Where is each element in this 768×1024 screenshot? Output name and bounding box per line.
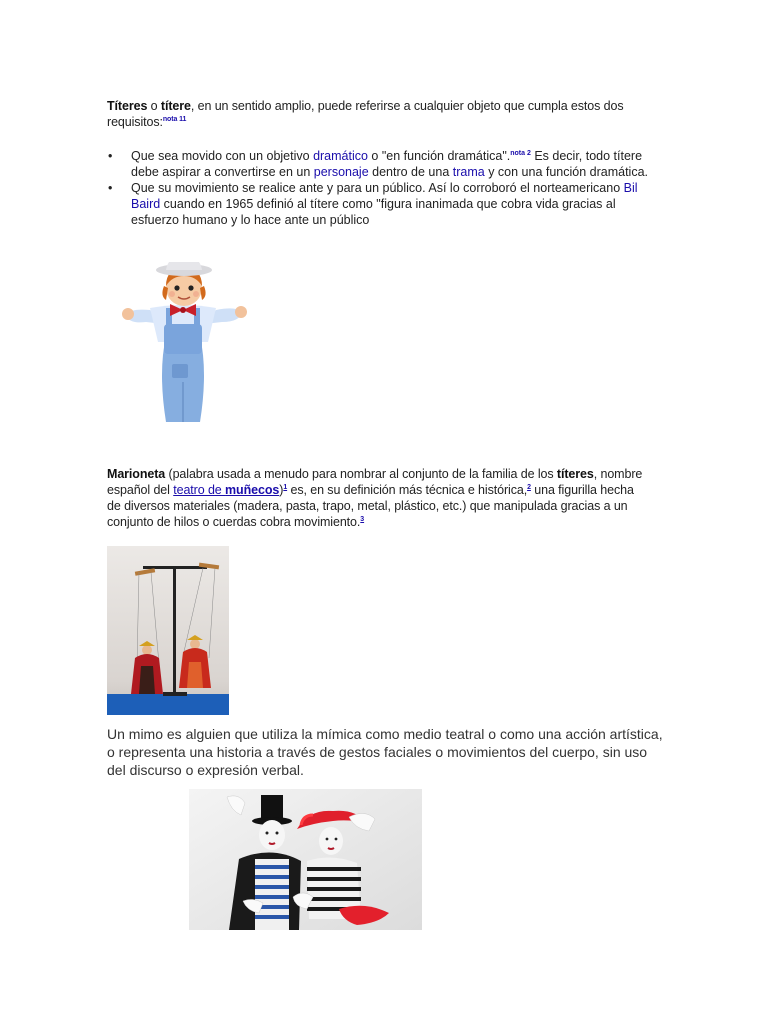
item1-text3: Es decir, todo títere debe aspirar a convertirse en un (131, 149, 643, 179)
item1-text5: y con una función dramática. (484, 165, 649, 179)
item1-text4: dentro de una (368, 165, 453, 179)
term-titeres-bold: títeres (556, 467, 594, 481)
text-definition: , en un sentido amplio, puede referirse a cualquier objeto que cumpla estos dos requisitos: (107, 99, 624, 129)
mimes-image (189, 789, 422, 930)
paragraph-titeres (107, 98, 647, 130)
p2-text4: es, en su definición más técnica e histórica, (287, 483, 528, 497)
hand-puppet-image (108, 262, 262, 430)
term-titere: títere (160, 99, 191, 113)
paragraph-marioneta (107, 466, 647, 530)
note-2[interactable]: nota 2 (510, 149, 531, 157)
link-bil-baird[interactable]: Bil Baird (131, 181, 638, 211)
item2-text2: cuando en 1965 definió al títere como "figura inanimada que cobra vida gracias al esfuerzo humano y lo hace ante un público (131, 197, 616, 227)
ref-3[interactable]: 3 (360, 515, 365, 523)
text-conj: o (147, 99, 161, 113)
list-item (107, 148, 652, 180)
link-dramatico[interactable]: dramático (313, 149, 368, 163)
p2-text2: , nombre español del (107, 467, 643, 497)
term-marioneta: Marioneta (107, 467, 166, 481)
p2-text1: (palabra usada a menudo para nombrar al conjunto de la familia de los (165, 467, 557, 481)
p2-text3: ) (279, 483, 284, 497)
item1-text1: Que sea movido con un objetivo (131, 149, 314, 163)
term-titeres: Títeres (107, 99, 148, 113)
p2-text5: una figurilla hecha de diversos materiales (madera, pasta, trapo, metal, plástico, etc.) que manipulada gracias a un conjunto de hilos o cuerdas cobra movimiento. (107, 483, 634, 529)
link-trama[interactable]: trama (452, 165, 485, 179)
ref-2[interactable]: 2 (527, 483, 531, 491)
item2-text1: Que su movimiento se realice ante y para un público. Así lo corroboró el norteamericano (131, 181, 624, 195)
paragraph-mimo: Un mimo es alguien que utiliza la mímica como medio teatral o como una acción artística, o representa una historia a través de gestos faciales o movimientos del cuerpo, sin uso del discurso o expresión verbal. (107, 726, 663, 778)
marionette-image (107, 546, 229, 715)
note-11[interactable]: nota 11 (162, 115, 187, 123)
bullet-icon: • (108, 149, 113, 163)
ref-1[interactable]: 1 (283, 483, 288, 491)
link-teatro-de-munecos[interactable]: teatro de muñecos (173, 483, 280, 497)
list-item (107, 180, 652, 228)
requirements-list (107, 148, 652, 228)
item1-text2: o "en función dramática". (367, 149, 511, 163)
link-personaje[interactable]: personaje (313, 165, 369, 179)
bullet-icon: • (108, 181, 113, 195)
